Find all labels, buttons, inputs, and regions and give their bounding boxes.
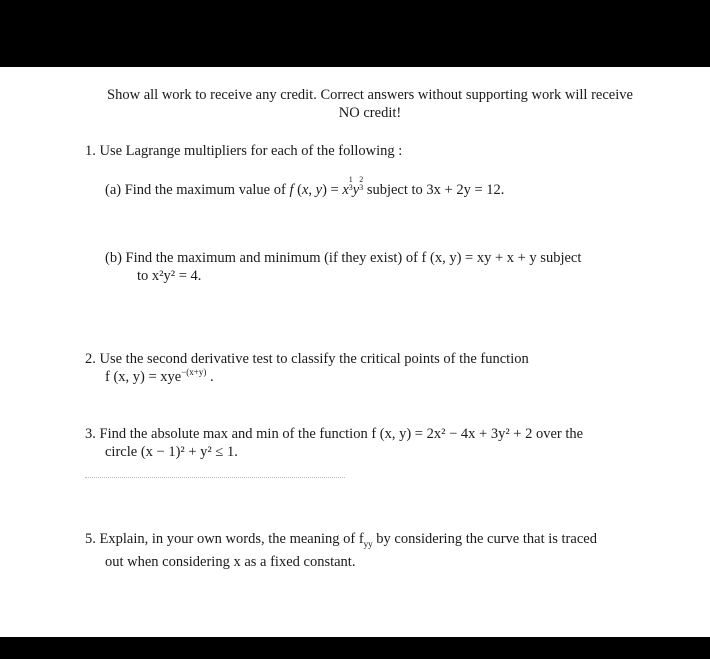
question-1a-function: f (x, y) = x1 3y2 3 bbox=[289, 175, 364, 198]
question-3 bbox=[85, 425, 685, 461]
question-5-prefix: 5. Explain, in your own words, the meaning of f bbox=[85, 531, 364, 547]
question-5 bbox=[85, 530, 685, 571]
question-1a-prefix: (a) Find the maximum value of bbox=[105, 182, 290, 198]
instructions bbox=[60, 86, 680, 122]
question-2-exponent: −(x+y) bbox=[181, 367, 207, 378]
worksheet-page bbox=[0, 67, 710, 637]
question-1a-suffix: subject to 3x + 2y = 12. bbox=[363, 182, 505, 198]
question-2-line-1: 2. Use the second derivative test to classify the critical points of the function bbox=[85, 351, 529, 367]
question-5-suffix: by considering the curve that is traced bbox=[372, 531, 597, 547]
faint-divider bbox=[85, 477, 345, 479]
question-5-line-1 bbox=[85, 530, 685, 553]
question-1b-line-1: (b) Find the maximum and minimum (if they exist) of f (x, y) = xy + x + y subject bbox=[105, 250, 582, 266]
question-2 bbox=[85, 350, 675, 386]
question-1: 1. Use Lagrange multipliers for each of the following : bbox=[85, 143, 403, 159]
bottom-black-bar bbox=[0, 637, 710, 659]
question-2-function: f (x, y) = xye bbox=[105, 369, 182, 385]
question-3-line-1: 3. Find the absolute max and min of the function f (x, y) = 2x² − 4x + 3y² + 2 over the bbox=[85, 426, 584, 442]
question-2-line-2 bbox=[85, 368, 675, 386]
instructions-line-1: Show all work to receive any credit. Correct answers without supporting work will receive bbox=[107, 87, 633, 103]
question-2-period: . bbox=[206, 369, 214, 385]
question-3-line-2: circle (x − 1)² + y² ≤ 1. bbox=[105, 444, 238, 460]
question-1b bbox=[105, 249, 685, 285]
instructions-line-2: NO credit! bbox=[338, 105, 402, 121]
question-5-subscript: yy bbox=[363, 538, 373, 549]
question-1b-line-2: to x²y² = 4. bbox=[137, 268, 202, 284]
question-1a bbox=[105, 176, 504, 199]
question-5-line-2: out when considering x as a fixed constant. bbox=[105, 553, 356, 570]
